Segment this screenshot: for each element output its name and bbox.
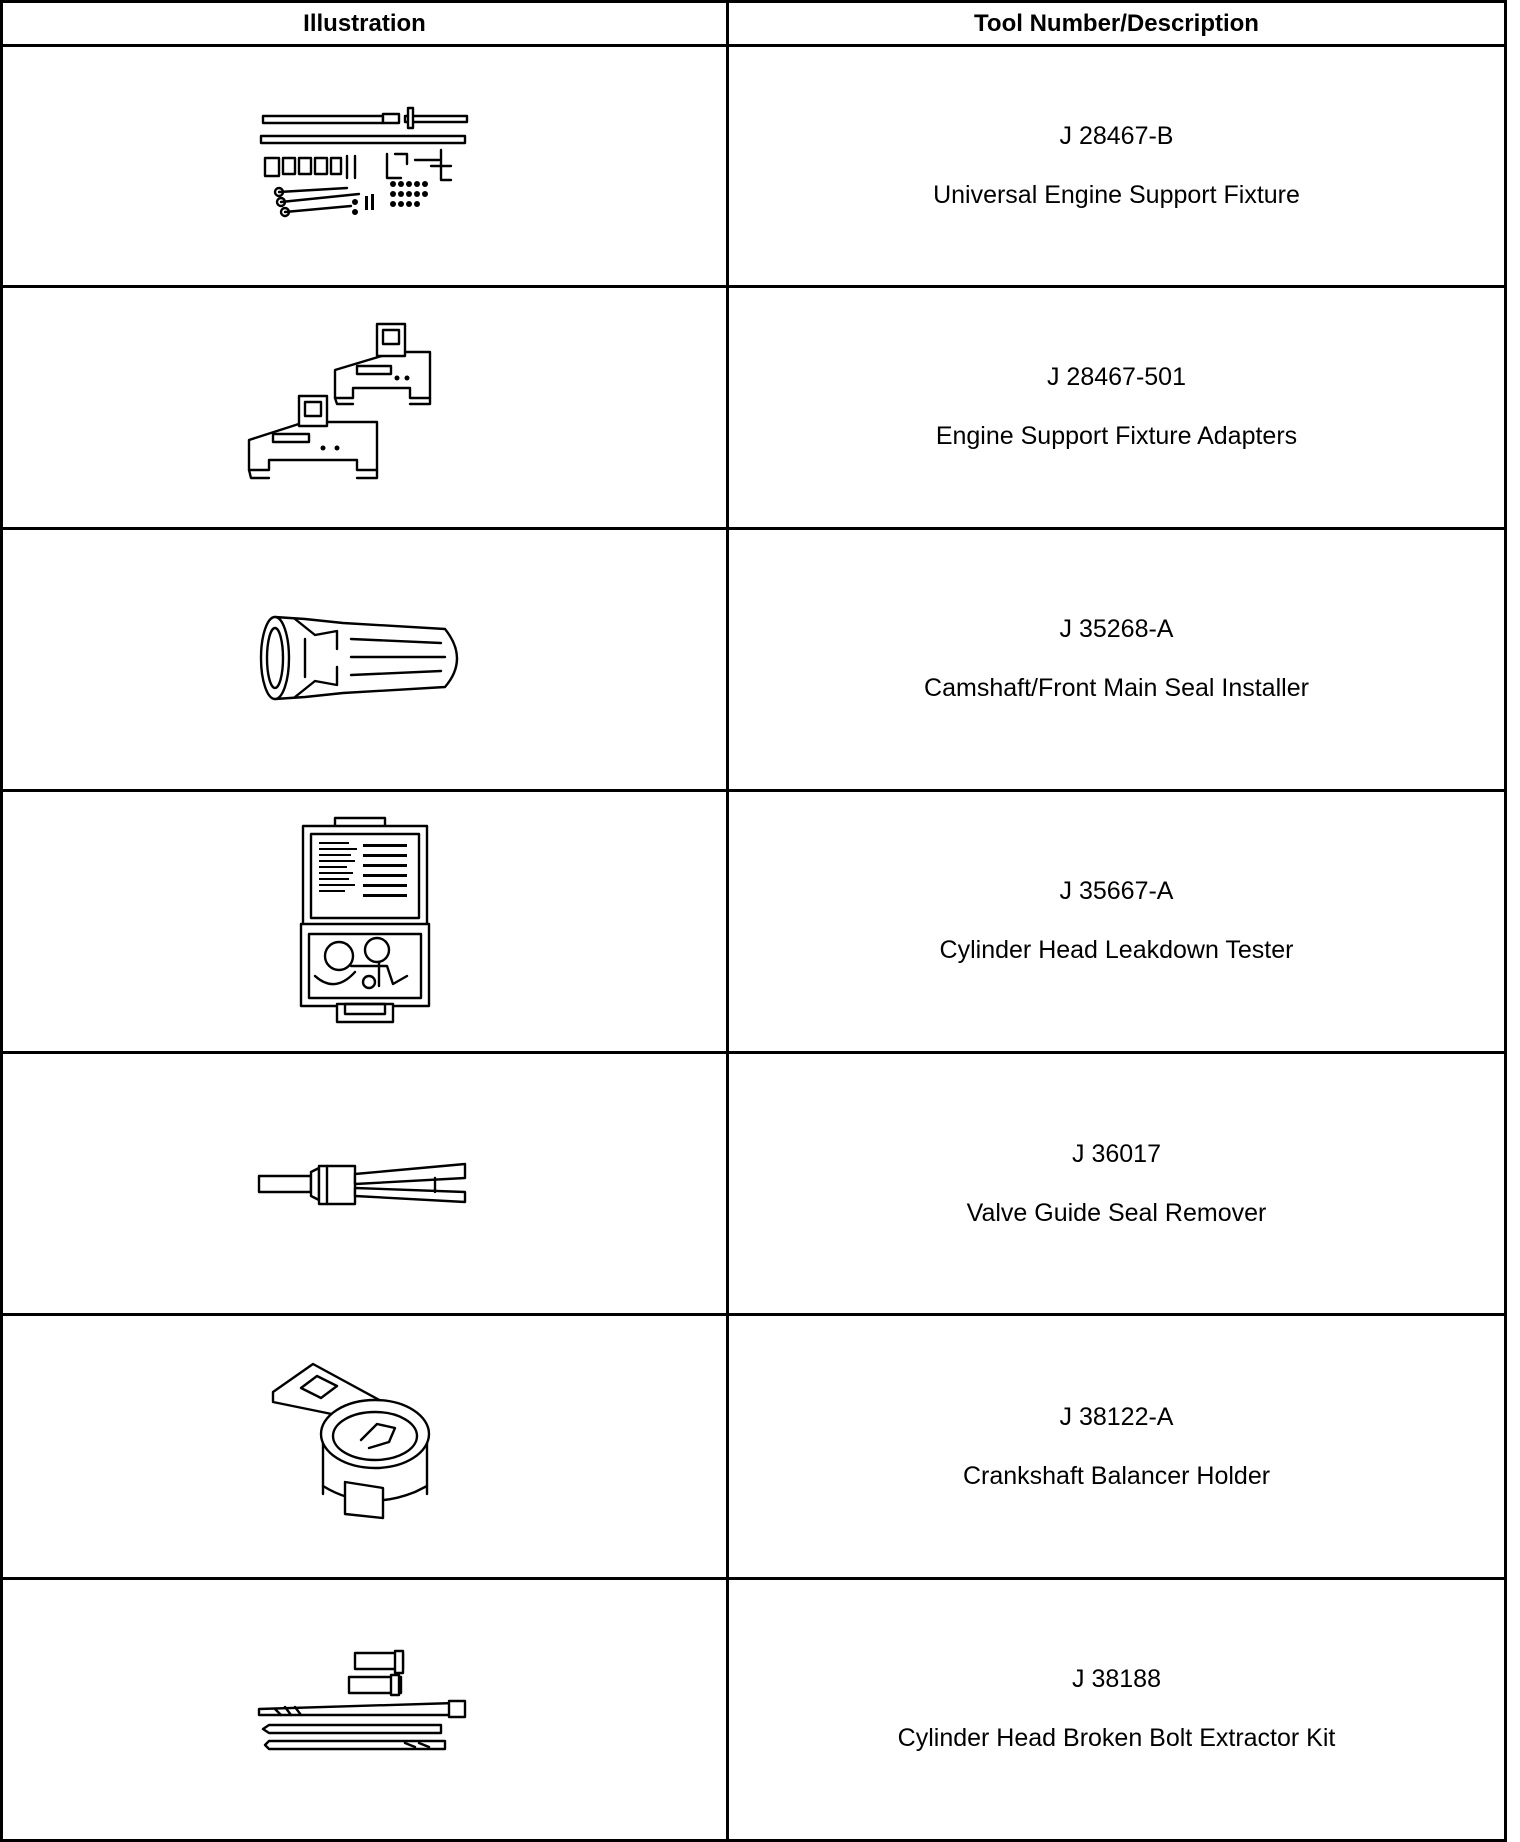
tool-number: J 36017: [1072, 1139, 1161, 1168]
illustration-cell: [2, 790, 728, 1052]
tool-description: Engine Support Fixture Adapters: [935, 422, 1298, 451]
tool-cell: [728, 1578, 1506, 1840]
tool-number: J 35268-A: [1059, 615, 1174, 644]
tool-number: J 28467-B: [1059, 122, 1174, 151]
table-row: [2, 528, 1506, 790]
table-row: [2, 287, 1506, 528]
tool-number: J 38188: [1072, 1665, 1161, 1694]
seal-remover-icon: [255, 1154, 475, 1214]
header-row: [2, 2, 1506, 46]
illustration-cell: [2, 46, 728, 287]
illustration-cell: [2, 1053, 728, 1315]
tool-description-header: Tool Number/Description: [728, 2, 1506, 46]
tool-description: Cylinder Head Leakdown Tester: [939, 936, 1294, 965]
tool-number: J 38122-A: [1059, 1402, 1174, 1431]
tool-cell: [728, 1315, 1506, 1578]
tool-description: Camshaft/Front Main Seal Installer: [924, 674, 1309, 703]
tool-cell: [728, 46, 1506, 287]
tool-cell: [728, 790, 1506, 1052]
illustration-cell: [2, 528, 728, 790]
tool-description: Valve Guide Seal Remover: [966, 1198, 1267, 1227]
illustration-cell: [2, 1315, 728, 1578]
table-row: [2, 1315, 1506, 1578]
tool-number: J 35667-A: [1059, 877, 1174, 906]
engine-support-fixture-icon: [255, 106, 475, 226]
tool-description: Cylinder Head Broken Bolt Extractor Kit: [897, 1724, 1336, 1753]
tool-description: Universal Engine Support Fixture: [933, 181, 1300, 210]
tool-cell: [728, 528, 1506, 790]
tool-number: J 28467-501: [1046, 363, 1186, 392]
fixture-adapters-icon: [245, 320, 485, 495]
illustration-header: Illustration: [2, 2, 728, 46]
bolt-extractor-kit-icon: [255, 1649, 475, 1769]
balancer-holder-icon: [265, 1362, 465, 1532]
tool-cell: [728, 287, 1506, 528]
table-row: [2, 1053, 1506, 1315]
table-row: [2, 1578, 1506, 1840]
illustration-cell: [2, 287, 728, 528]
tool-description: Crankshaft Balancer Holder: [962, 1461, 1271, 1490]
seal-installer-icon: [255, 609, 475, 709]
tool-cell: [728, 1053, 1506, 1315]
table-row: [2, 46, 1506, 287]
leakdown-tester-icon: [295, 816, 435, 1026]
table-row: [2, 790, 1506, 1052]
illustration-cell: [2, 1578, 728, 1840]
